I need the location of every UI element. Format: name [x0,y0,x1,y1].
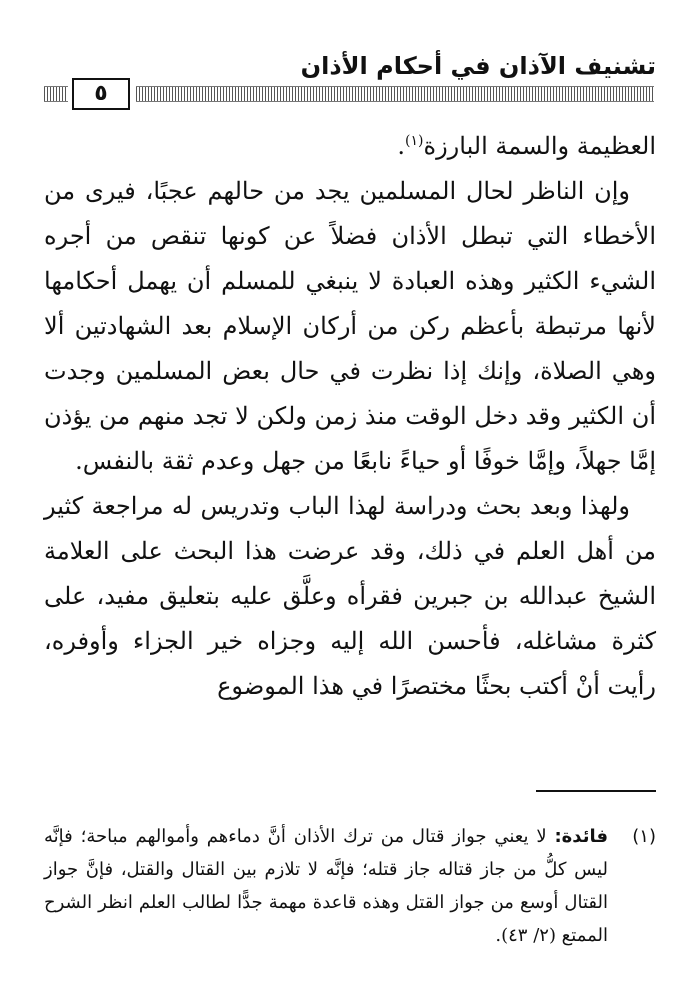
paragraph-1 [44,124,656,169]
footnote [44,820,656,952]
header-rule-right [136,86,654,102]
paragraph-2: وإن الناظر لحال المسلمين يجد من حالهم عجبًا، فيرى من الأخطاء التي تبطل الأذان فضلاً عن كونها تنقص من أجره الشيء الكثير وهذه العبادة لا ينبغي للمسلم أن يهمل أحكامها لأنها مرتبطة بأعظم ركن من أركان الإسلام بعد الشهادتين ألا وهي الصلاة، وإنك إذا نظرت في حال بعض المسلمين وجدت أن الكثير وقد دخل الوقت منذ زمن ولكن لا تجد منهم من يؤذن إمَّا جهلاً، وإمَّا خوفًا أو حياءً نابعًا من جهل وعدم ثقة بالنفس. [44,177,656,475]
running-header-title: تشنيف الآذان في أحكام الأذان [300,52,656,80]
main-text [44,124,656,709]
footnote-label: فائدة: [554,826,608,847]
footnote-body [44,820,608,952]
header-rule-left [44,86,68,102]
footnote-number: (١) [632,826,656,847]
footnote-text: لا يعني جواز قتال من ترك الأذان أنَّ دماءهم وأموالهم مباحة؛ فإنَّه ليس كلُّ من جاز قتاله جاز قتله؛ فإنَّه لا تلازم بين القتال والقتل، فإنَّ جواز القتال أوسع من جواز القتل وهذه قاعدة مهمة جدًّا لطالب العلم انظر الشرح الممتع (٢/ ٤٣). [44,826,608,946]
paragraph-3: ولهذا وبعد بحث ودراسة لهذا الباب وتدريس له مراجعة كثير من أهل العلم في ذلك، وقد عرضت هذا البحث على العلامة الشيخ عبدالله بن جبرين فقرأه وعلَّق عليه بتعليق مفيد، على كثرة مشاغله، فأحسن الله إليه وجزاه خير الجزاء وأوفره، رأيت أنْ أكتب بحثًا مختصرًا في هذا الموضوع [44,492,656,700]
paragraph-1-end: . [397,132,406,160]
footnote-reference: (١) [405,133,424,149]
footnote-separator [536,790,656,792]
paragraph-1-text: العظيمة والسمة البارزة [423,132,656,160]
page-number: ٥ [72,78,130,110]
